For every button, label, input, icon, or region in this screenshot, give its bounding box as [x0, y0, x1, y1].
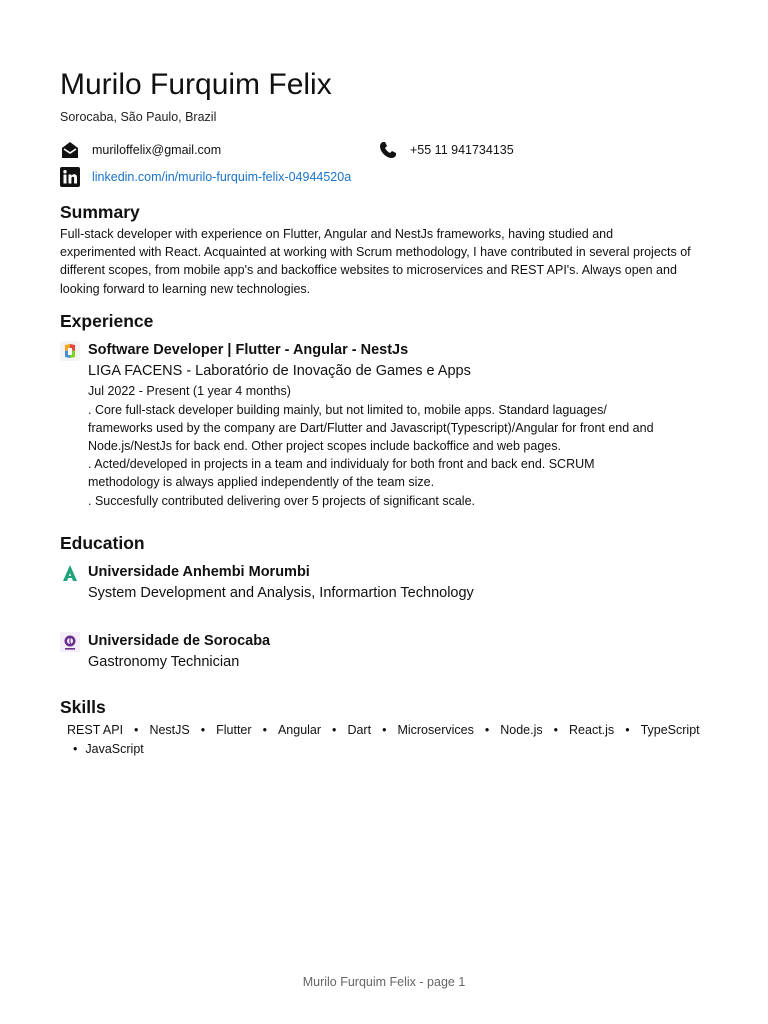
job-description — [88, 401, 708, 510]
description-line: . Acted/developed in projects in a team and individualy for both front and back end. SCRUM — [88, 457, 595, 472]
bullet-separator: • — [73, 741, 78, 756]
summary-line: experimented with React. Acquainted at working with Scrum methodology, I have contributed in several projects of — [60, 245, 691, 260]
bullet-separator: • — [382, 723, 387, 737]
summary-heading: Summary — [60, 202, 140, 222]
company-name: LIGA FACENS - Laboratório de Inovação de Games e Apps — [88, 363, 471, 379]
bullet-separator: • — [200, 723, 206, 737]
phone-icon — [378, 140, 398, 160]
description-line: Node.js/NestJs for back end. Other project scopes include backoffice and web pages. — [88, 438, 561, 453]
phone-row — [378, 140, 514, 160]
skill-item: React.js — [569, 723, 615, 737]
description-line: methodology is always applied independently of the team size. — [88, 475, 435, 490]
education-entry — [88, 631, 708, 673]
bullet-separator: • — [134, 723, 139, 737]
school-name: Universidade de Sorocaba — [88, 633, 271, 649]
skill-item: Dart — [347, 723, 372, 737]
summary-text — [60, 225, 710, 298]
description-line: . Succesfully contributed delivering over 5 projects of significant scale. — [88, 493, 475, 508]
page-footer: Murilo Furquim Felix - page 1 — [302, 975, 466, 989]
envelope-icon — [60, 140, 80, 160]
candidate-name: Murilo Furquim Felix — [60, 68, 332, 101]
description-line: . Core full-stack developer building mainly, but not limited to, mobile apps. Standard laguages/ — [88, 402, 607, 417]
job-dates: Jul 2022 - Present (1 year 4 months) — [88, 384, 291, 398]
location: Sorocaba, São Paulo, Brazil — [60, 110, 217, 124]
description-line: frameworks used by the company are Dart/Flutter and Javascript(Typescript)/Angular for front end and — [88, 420, 654, 435]
degree-name: System Development and Analysis, Informartion Technology — [88, 585, 474, 601]
linkedin-row — [60, 167, 351, 187]
bullet-separator: • — [332, 723, 337, 737]
summary-line: looking forward to learning new technologies. — [60, 281, 311, 296]
skill-item: Angular — [277, 723, 322, 737]
bullet-separator: • — [553, 723, 559, 737]
experience-entry — [88, 340, 708, 510]
skill-item: TypeScript — [640, 723, 700, 737]
summary-line: different scopes, from mobile app's and backoffice websites to microservices and REST API's. Always open and — [60, 263, 677, 278]
bullet-separator: • — [625, 723, 630, 737]
skill-item: JavaScript — [85, 741, 144, 756]
linkedin-link[interactable]: linkedin.com/in/murilo-furquim-felix-04944520a — [92, 170, 352, 184]
linkedin-icon — [60, 167, 80, 187]
phone-text[interactable]: +55 11 941734135 — [410, 143, 514, 157]
education-entry — [88, 562, 708, 604]
education-heading: Education — [60, 533, 145, 553]
skill-item: Node.js — [500, 723, 543, 737]
anhembi-morumbi-logo-icon — [60, 563, 80, 583]
skill-item: Flutter — [216, 723, 252, 737]
email-row — [60, 140, 221, 160]
skill-item: NestJS — [149, 723, 190, 737]
skills-heading: Skills — [60, 697, 106, 717]
skills-line-1 — [60, 721, 710, 740]
liga-facens-logo-icon — [60, 341, 80, 361]
degree-name: Gastronomy Technician — [88, 654, 240, 670]
skills-list — [60, 721, 710, 758]
bullet-separator: • — [262, 723, 267, 737]
skill-item: Microservices — [397, 723, 474, 737]
skill-item: REST API — [67, 723, 124, 737]
job-title: Software Developer | Flutter - Angular - NestJs — [88, 342, 409, 358]
uniso-logo-icon — [60, 632, 80, 652]
email-text[interactable]: muriloffelix@gmail.com — [92, 143, 222, 157]
skills-line-2 — [60, 740, 710, 759]
summary-line: Full-stack developer with experience on Flutter, Angular and NestJs frameworks, having studied and — [60, 227, 614, 241]
bullet-separator: • — [484, 723, 490, 737]
school-name: Universidade Anhembi Morumbi — [88, 564, 310, 580]
experience-heading: Experience — [60, 311, 154, 331]
